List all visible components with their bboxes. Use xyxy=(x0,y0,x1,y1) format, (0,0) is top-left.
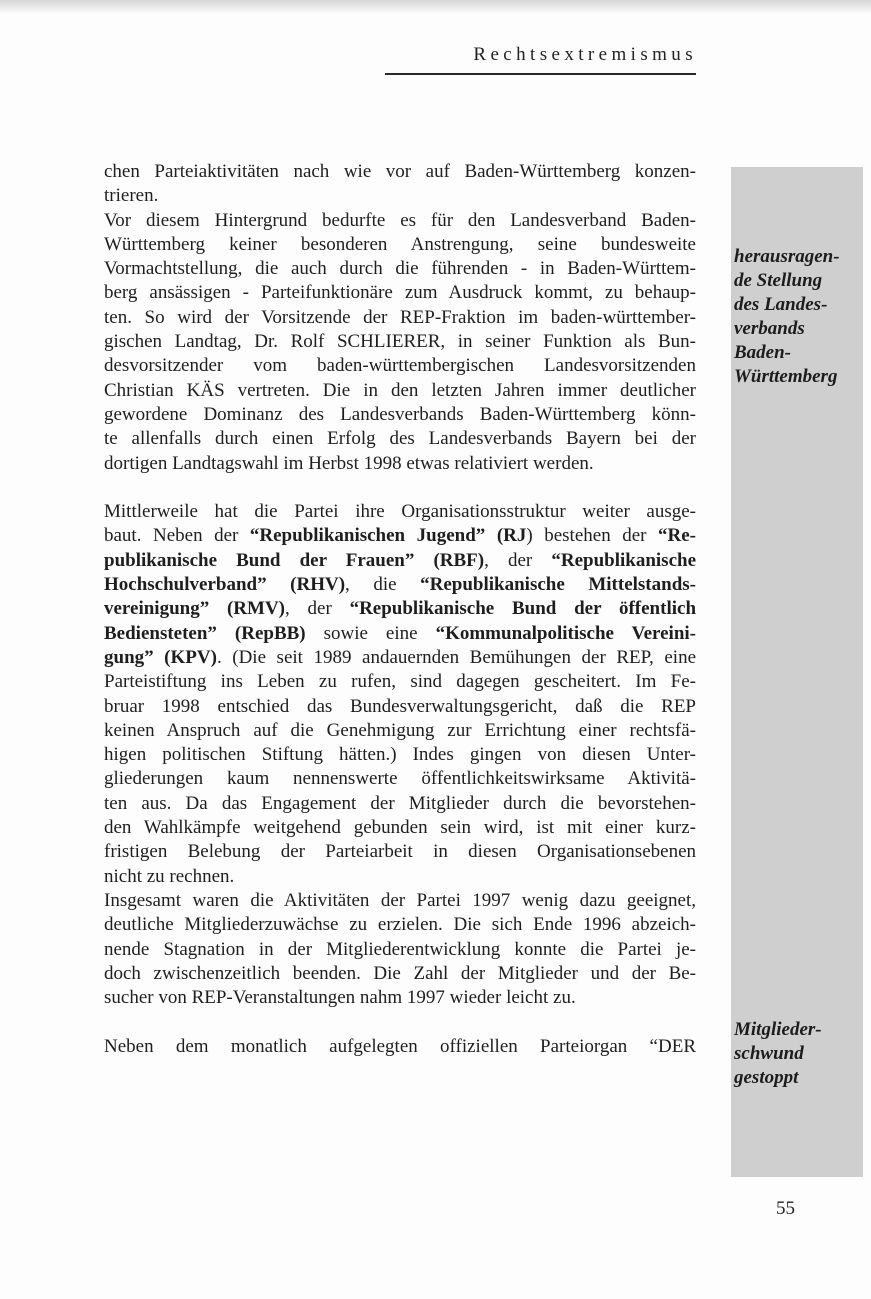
text-line: higen politischen Stiftung hätten.) Indes gingen von diesen Unter- xyxy=(104,744,696,766)
text-line: Bediensteten” (RepBB) sowie eine “Kommunalpolitische Vereini- xyxy=(104,622,696,644)
scan-shadow xyxy=(0,0,871,14)
page-number: 55 xyxy=(776,1198,795,1219)
text-line: trieren. xyxy=(104,185,159,207)
text-line: den Wahlkämpfe weitgehend gebunden sein wird, ist mit einer kurz- xyxy=(104,817,696,839)
paragraph-gap xyxy=(104,476,696,500)
margin-note-line: gestoppt xyxy=(734,1067,799,1088)
text-line: Neben dem monatlich aufgelegten offiziellen Parteiorgan “DER xyxy=(104,1035,696,1057)
text-line: desvorsitzender vom baden-württembergischen Landesvorsitzenden xyxy=(104,355,696,377)
running-head: Rechtsextremismus xyxy=(473,44,697,65)
text-line: deutliche Mitgliederzuwächse zu erzielen. Die sich Ende 1996 abzeich- xyxy=(104,914,696,936)
text-line: Parteistiftung ins Leben zu rufen, sind dagegen gescheitert. Im Fe- xyxy=(104,671,696,693)
text-line: fristigen Belebung der Parteiarbeit in diesen Organisationsebenen xyxy=(104,841,696,863)
body-text xyxy=(104,160,696,1059)
text-line: gung” (KPV). (Die seit 1989 andauernden Bemühungen der REP, eine xyxy=(104,646,696,668)
text-line: ten aus. Da das Engagement der Mitglieder durch die bevorstehen- xyxy=(104,792,696,814)
text-line: gewordene Dominanz des Landesverbands Baden-Württemberg könn- xyxy=(104,403,696,425)
text-line: publikanische Bund der Frauen” (RBF), der “Republikanische xyxy=(104,549,696,571)
text-line: Insgesamt waren die Aktivitäten der Partei 1997 wenig dazu geeignet, xyxy=(104,889,696,911)
text-line: gischen Landtag, Dr. Rolf SCHLIERER, in seiner Funktion als Bun- xyxy=(104,331,696,353)
margin-note-line: de Stellung xyxy=(734,270,823,291)
text-line: vereinigung” (RMV), der “Republikanische Bund der öffentlich xyxy=(104,598,697,620)
text-line: ten. So wird der Vorsitzende der REP-Fraktion im baden-württember- xyxy=(104,306,696,328)
text-line: baut. Neben der “Republikanischen Jugend” (RJ) bestehen der “Re- xyxy=(104,525,697,547)
text-line: Christian KÄS vertreten. Die in den letzten Jahren immer deutlicher xyxy=(104,379,696,401)
margin-note-line: Baden- xyxy=(734,342,791,363)
text-line: keinen Anspruch auf die Genehmigung zur Errichtung einer rechtsfä- xyxy=(104,719,696,741)
margin-note-line: Württemberg xyxy=(734,366,838,387)
text-line: Vormachtstellung, die auch durch die führenden - in Baden-Württem- xyxy=(104,258,696,280)
text-line: bruar 1998 entschied das Bundesverwaltungsgericht, daß die REP xyxy=(104,695,696,717)
margin-note-line: Mitglieder- xyxy=(734,1019,822,1040)
margin-note-line: des Landes- xyxy=(734,294,828,315)
margin-note-mitglieder xyxy=(734,1018,866,1090)
text-line: Mittlerweile hat die Partei ihre Organisationsstruktur weiter ausge- xyxy=(104,501,696,523)
text-line: nende Stagnation in der Mitgliederentwicklung konnte die Partei je- xyxy=(104,938,696,960)
text-line: Hochschulverband” (RHV), die “Republikanische Mittelstands- xyxy=(104,574,696,596)
text-line: gliederungen kaum nennenswerte öffentlichkeitswirksame Aktivitä- xyxy=(104,768,696,790)
margin-note-line: verbands xyxy=(734,318,805,339)
margin-note-line: herausragen- xyxy=(734,246,840,267)
paragraph-gap xyxy=(104,1010,696,1034)
text-line: doch zwischenzeitlich beenden. Die Zahl der Mitglieder und der Be- xyxy=(104,962,696,984)
text-line: te allenfalls durch einen Erfolg des Landesverbands Bayern bei der xyxy=(104,428,696,450)
text-line: berg ansässigen - Parteifunktionäre zum Ausdruck kommt, zu behaup- xyxy=(104,282,696,304)
text-line: dortigen Landtagswahl im Herbst 1998 etwas relativiert werden. xyxy=(104,452,594,474)
text-line: Vor diesem Hintergrund bedurfte es für den Landesverband Baden- xyxy=(104,209,696,231)
text-line: chen Parteiaktivitäten nach wie vor auf Baden-Württemberg konzen- xyxy=(104,161,696,182)
margin-note-landesverband xyxy=(734,245,866,389)
text-line: sucher von REP-Veranstaltungen nahm 1997 wieder leicht zu. xyxy=(104,987,576,1009)
text-line: nicht zu rechnen. xyxy=(104,865,235,887)
header-rule xyxy=(385,73,696,75)
text-line: Württemberg keiner besonderen Anstrengung, seine bundesweite xyxy=(104,233,696,255)
margin-note-line: schwund xyxy=(734,1043,804,1064)
